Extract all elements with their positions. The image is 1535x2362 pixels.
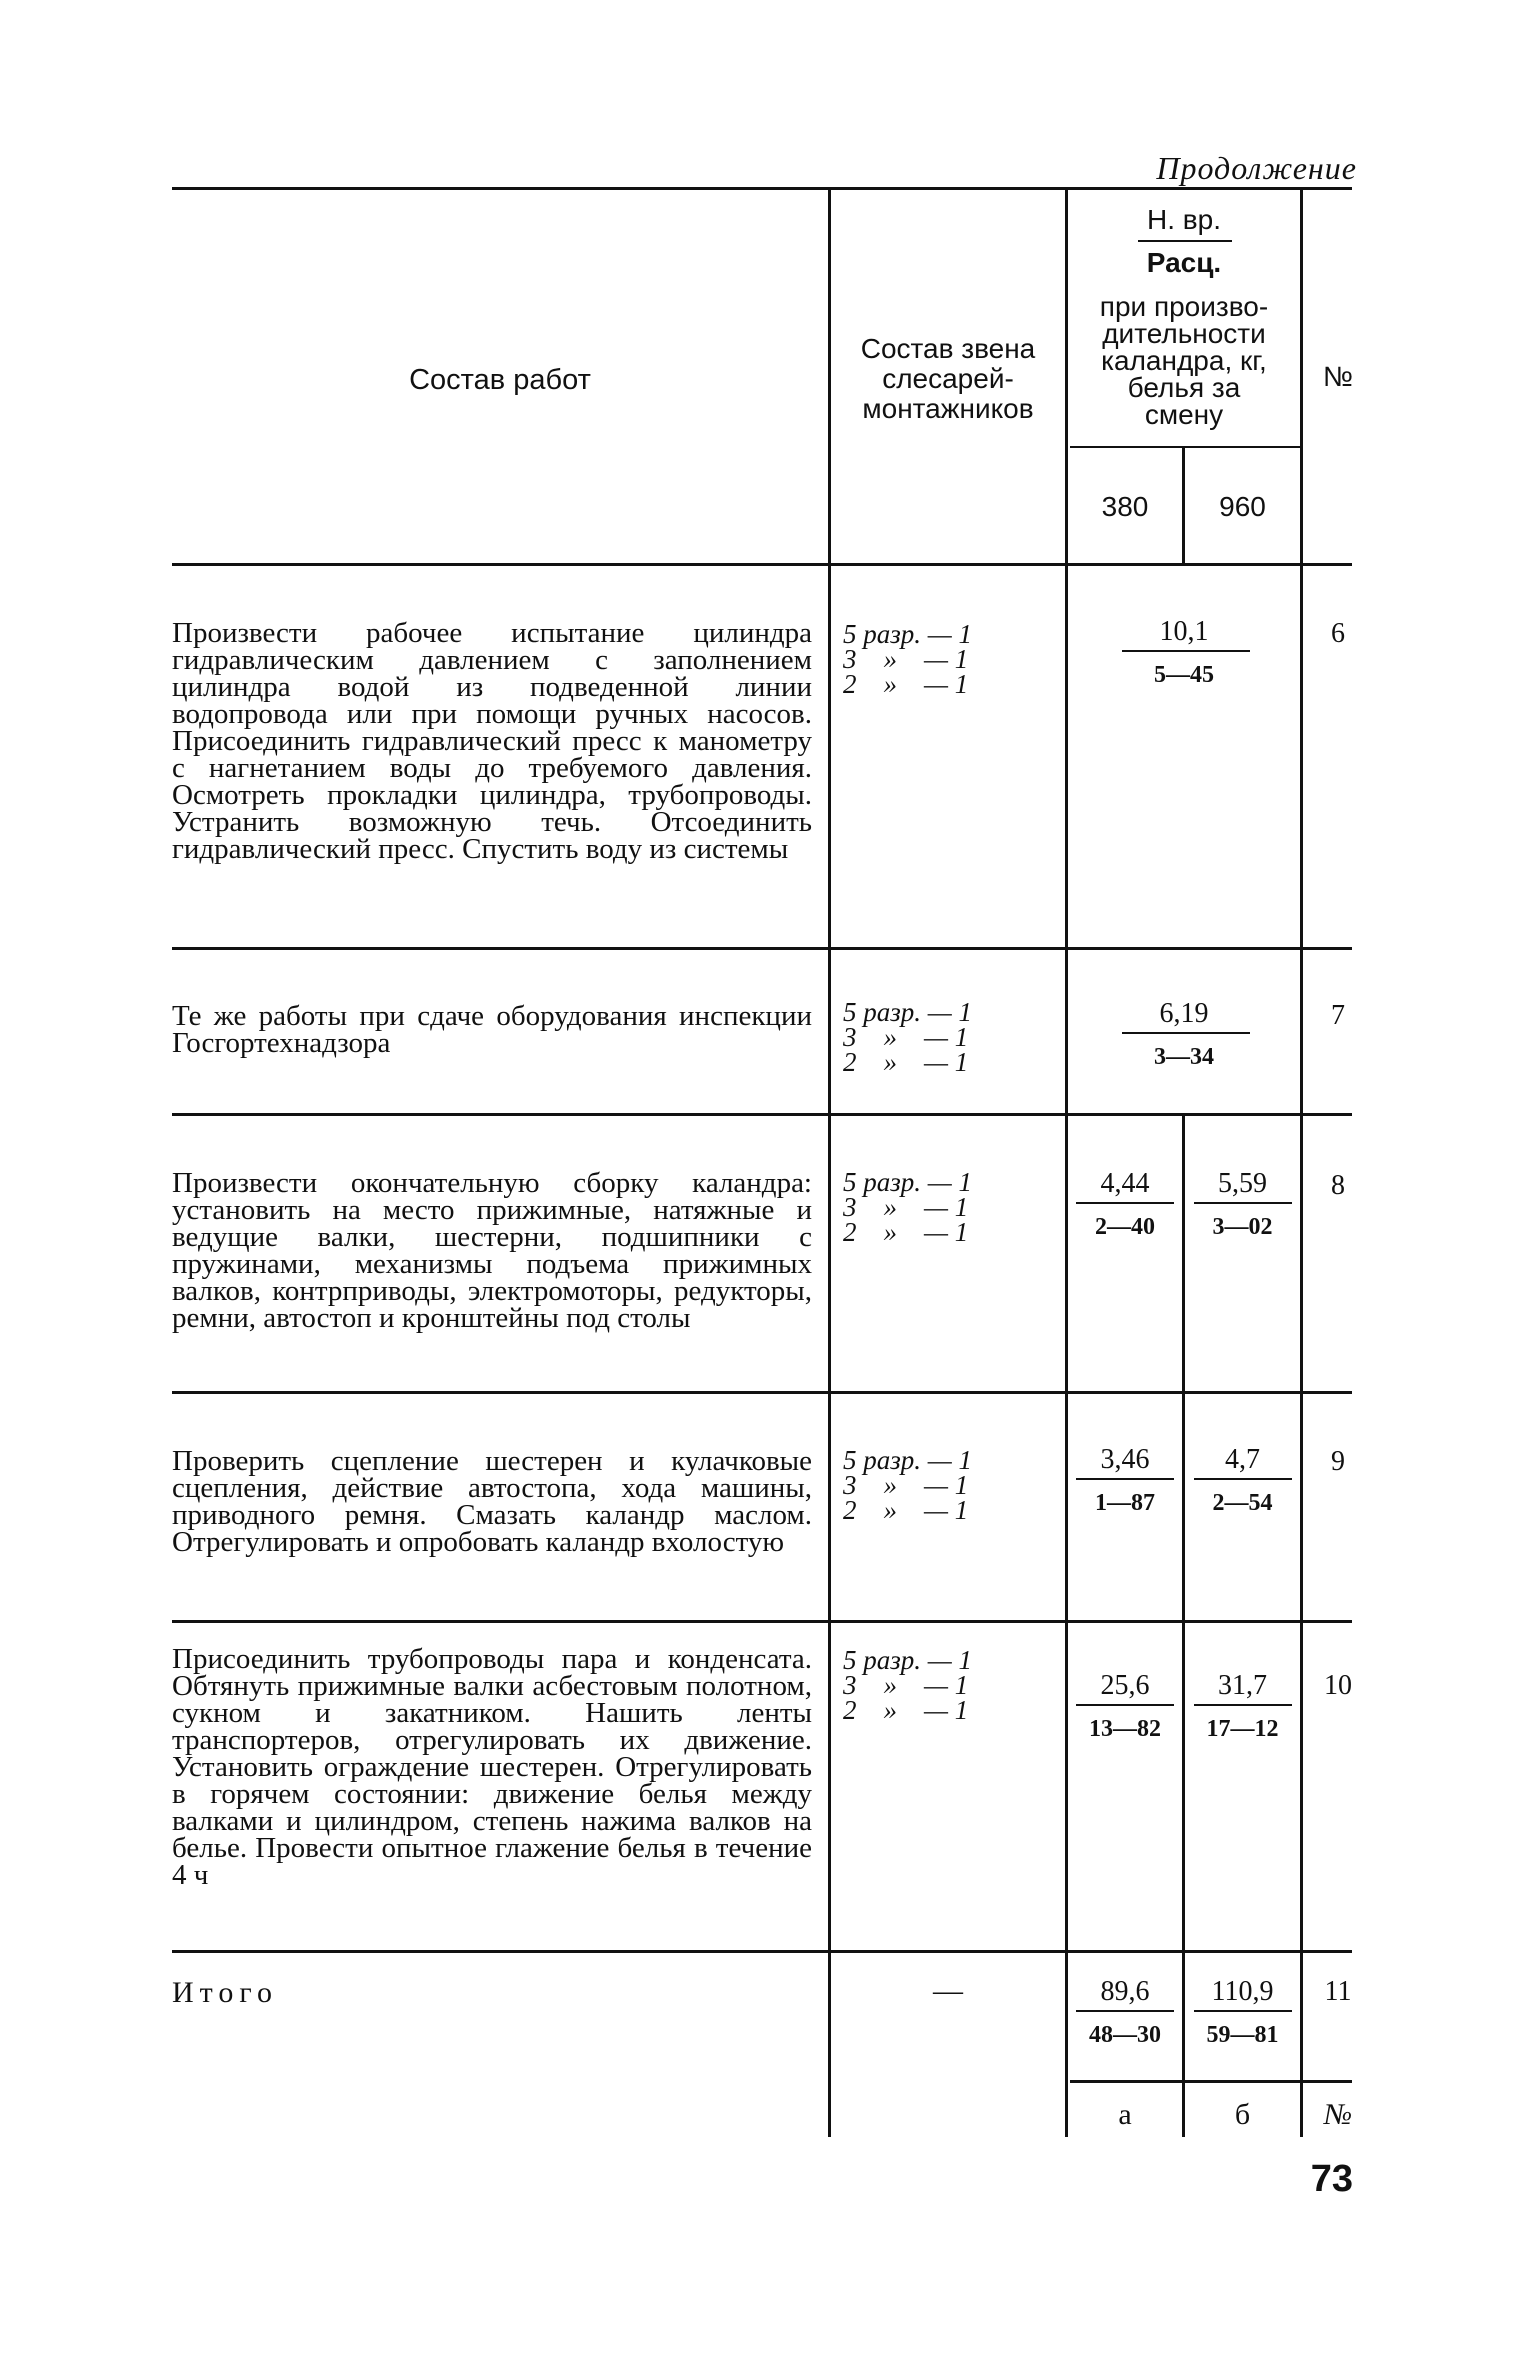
header-number: №	[1322, 361, 1354, 392]
total-rate-b: 59—81	[1206, 2022, 1279, 2048]
row-crew: 5 разр. — 1 3 » — 1 2 » — 1	[843, 997, 973, 1077]
norm-time-value: 10,1	[1159, 616, 1209, 647]
vrule-work-crew	[828, 187, 831, 2137]
row-rule-1	[172, 947, 1352, 950]
row-work-text: Произвести окончательную сборку каландра: установить на место прижимные, натяжные и ведущие валки, шестерни, подшипники с пружинами, механизмы подъема прижимных валков, контрприводы, электромоторы, редукторы, ремни, автостоп и кронштейны под столы	[172, 1167, 812, 1334]
footer-rule	[1070, 2080, 1352, 2083]
row-work-text: Присоединить трубопроводы пара и конденсата. Обтянуть прижимные валки асбестовым полотном, сукном и закатником. Нашить ленты транспортеров, отрегулировать их движение. Установить ограждение шестерен. Отрегулировать в горячем состоянии: движение белья между валками и цилиндром, степень нажима валков на белье. Провести опытное глажение белья в течение 4 ч	[172, 1643, 812, 1891]
row-rule-5	[172, 1950, 1352, 1953]
norm-time-value-a: 3,46	[1100, 1444, 1150, 1475]
row-crew: 5 разр. — 1 3 » — 1 2 » — 1	[843, 619, 973, 699]
header-rate: Расц.	[1146, 247, 1222, 278]
row-crew: 5 разр. — 1 3 » — 1 2 » — 1	[843, 1645, 973, 1725]
rate-value: 3—34	[1154, 1044, 1214, 1070]
fraction-line	[1194, 2010, 1292, 2012]
total-number: 11	[1324, 1976, 1352, 2007]
continuation-label: Продолжение	[1156, 150, 1357, 186]
fraction-line	[1076, 1202, 1174, 1204]
total-label: Итого	[172, 1976, 278, 2009]
total-norm-a: 89,6	[1100, 1976, 1150, 2007]
fraction-line	[1076, 2010, 1174, 2012]
page-number: 73	[1310, 2158, 1353, 2200]
norm-time-value-b: 31,7	[1218, 1670, 1267, 1701]
vrule-ab-row8	[1182, 1113, 1185, 1392]
productivity-split-rule	[1070, 446, 1300, 448]
fraction-line	[1194, 1478, 1292, 1480]
top-rule	[172, 187, 1352, 190]
row-number: 10	[1324, 1670, 1352, 1701]
header-norm-time: Н. вр.	[1146, 204, 1221, 235]
rate-value-b: 17—12	[1206, 1716, 1279, 1742]
header-crew: Состав звена слесарей- монтажников	[860, 333, 1036, 424]
header-work: Состав работ	[409, 364, 591, 396]
row-number: 7	[1331, 1000, 1345, 1031]
rate-value-a: 2—40	[1095, 1214, 1155, 1240]
fraction-line	[1076, 1704, 1174, 1706]
row-crew: 5 разр. — 1 3 » — 1 2 » — 1	[843, 1445, 973, 1525]
norm-time-value: 6,19	[1159, 998, 1209, 1029]
row-number: 6	[1331, 618, 1345, 649]
row-work-text: Произвести рабочее испытание цилиндра гидравлическим давлением с заполнением цилиндра водой из подведенной линии водопровода или при помощи ручных насосов. Присоединить гидравлический пресс к манометру с нагнетанием воды до требуемого давления. Осмотреть прокладки цилиндра, трубопроводы. Устранить возможную течь. Отсоединить гидравлический пресс. Спустить воду из системы	[172, 617, 812, 865]
header-col-380: 380	[1101, 491, 1149, 522]
row-rule-2	[172, 1113, 1352, 1116]
total-crew: —	[933, 1974, 963, 2007]
footer-col-a: а	[1118, 2098, 1132, 2131]
norm-time-value-a: 25,6	[1100, 1670, 1150, 1701]
total-norm-b: 110,9	[1211, 1976, 1274, 2007]
fraction-line	[1076, 1478, 1174, 1480]
row-crew: 5 разр. — 1 3 » — 1 2 » — 1	[843, 1167, 973, 1247]
fraction-line	[1194, 1202, 1292, 1204]
header-productivity: при произво- дительности каландра, кг, белья за смену	[1099, 291, 1269, 430]
header-bottom-rule	[172, 563, 1352, 566]
norm-time-value-a: 4,44	[1100, 1168, 1150, 1199]
norm-time-value-b: 5,59	[1218, 1168, 1267, 1199]
rate-value-a: 1—87	[1095, 1490, 1155, 1516]
fraction-line	[1122, 1032, 1250, 1034]
header-col-960: 960	[1219, 491, 1266, 522]
row-rule-3	[172, 1391, 1352, 1394]
row-number: 8	[1331, 1170, 1345, 1201]
row-work-text: Те же работы при сдаче оборудования инспекции Госгортехнадзора	[172, 1000, 812, 1059]
total-rate-a: 48—30	[1089, 2022, 1161, 2048]
footer-number-sign: №	[1323, 2098, 1353, 2131]
footer-col-b: б	[1234, 2098, 1251, 2131]
vrule-crew-norm	[1065, 187, 1068, 2137]
header-fraction-line	[1138, 240, 1232, 242]
rate-value-a: 13—82	[1089, 1716, 1161, 1742]
fraction-line	[1194, 1704, 1292, 1706]
fraction-line	[1122, 650, 1250, 652]
vrule-norm-no	[1300, 187, 1303, 2137]
row-number: 9	[1331, 1446, 1345, 1477]
rate-value-b: 3—02	[1212, 1214, 1273, 1240]
norm-time-value-b: 4,7	[1225, 1444, 1260, 1475]
row-work-text: Проверить сцепление шестерен и кулачковые сцепления, действие автостопа, хода машины, приводного ремня. Смазать каландр маслом. Отрегулировать и опробовать каландр вхолостую	[172, 1445, 812, 1558]
row-rule-4	[172, 1620, 1352, 1623]
rate-value: 5—45	[1154, 662, 1214, 688]
rate-value-b: 2—54	[1212, 1490, 1273, 1516]
